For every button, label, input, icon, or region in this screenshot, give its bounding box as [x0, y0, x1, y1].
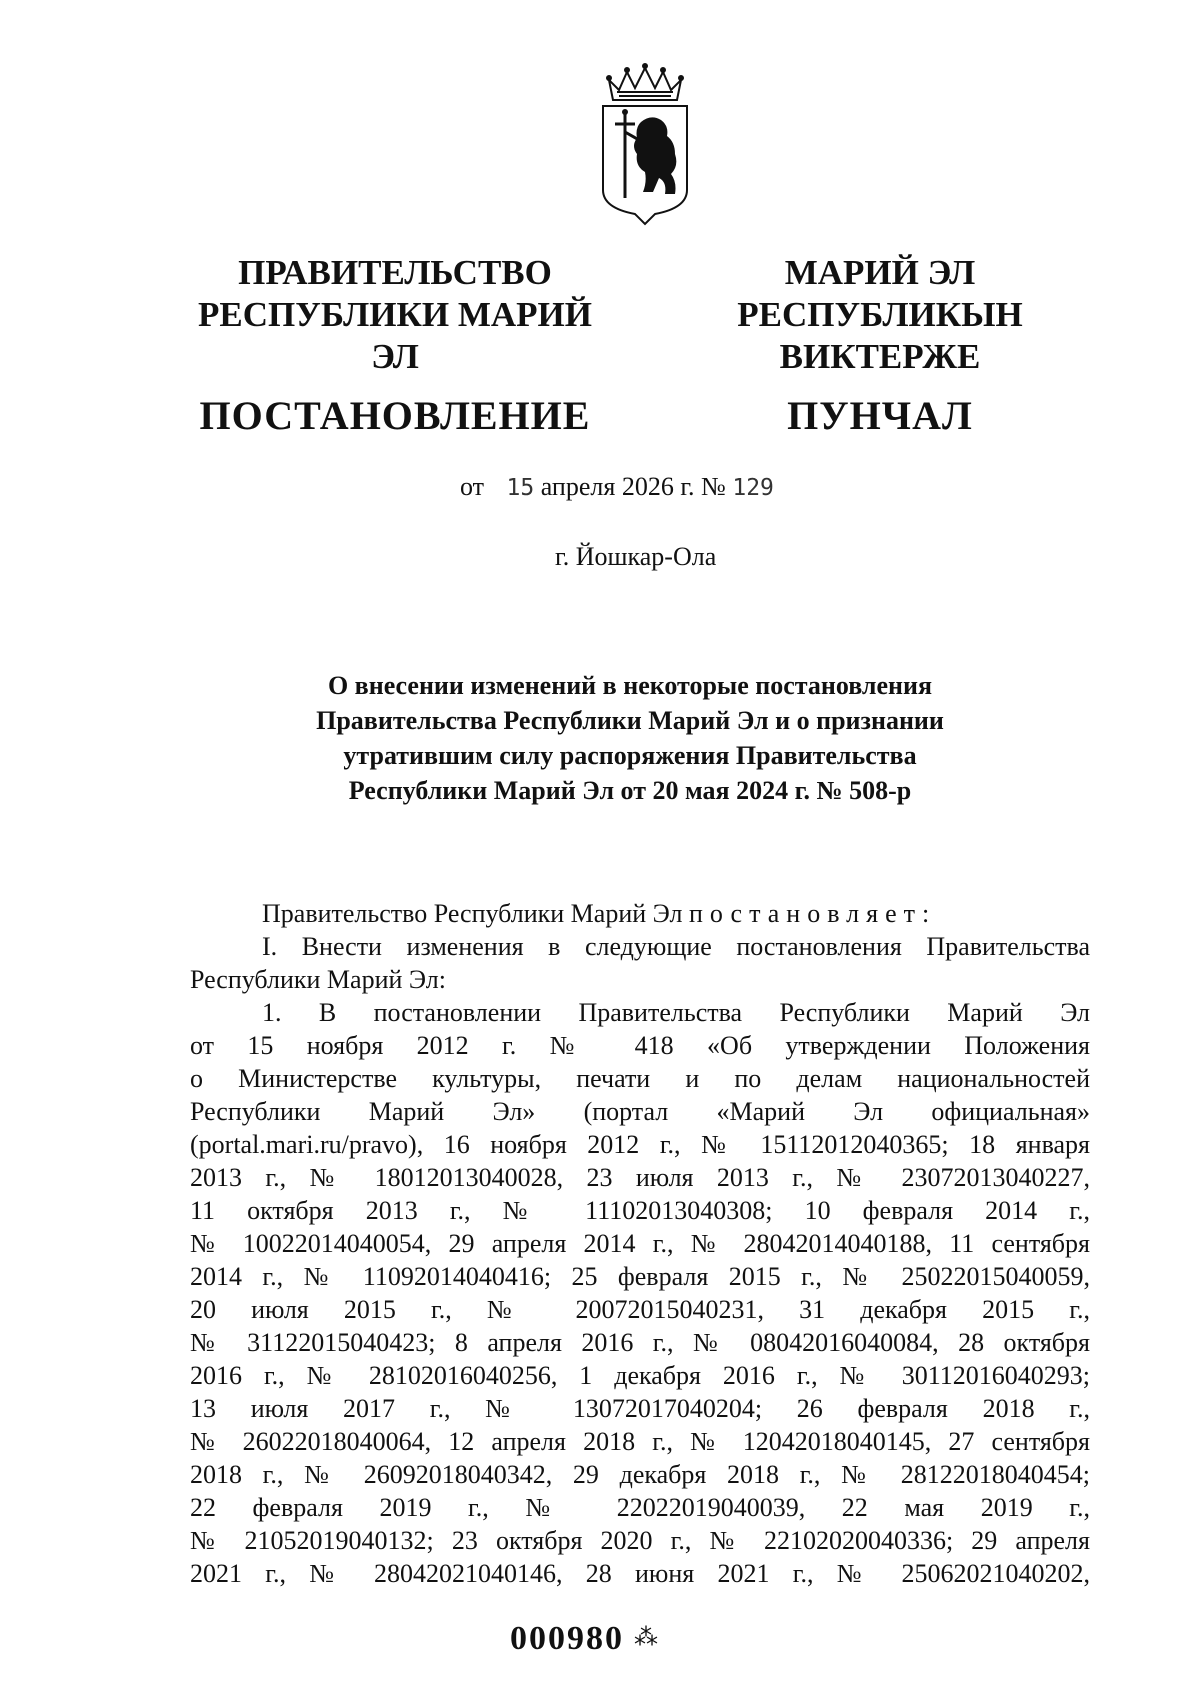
- body-line: 20 июля 2015 г., № 20072015040231, 31 декабря 2015 г.,: [190, 1295, 1090, 1324]
- body-line: о Министерстве культуры, печати и по делам национальностей: [190, 1064, 1090, 1093]
- city-name: г. Йошкар-Ола: [555, 542, 717, 571]
- title-line: Правительства Республики Марий Эл и о признании: [316, 706, 944, 735]
- intro-text: Правительство Республики Марий Эл: [262, 899, 683, 928]
- header-left-line1: ПРАВИТЕЛЬСТВО: [238, 253, 552, 292]
- body-line: (portal.mari.ru/pravo), 16 ноября 2012 г., № 15112012040365; 18 января: [190, 1130, 1090, 1159]
- document-type-mari: ПУНЧАЛ: [787, 393, 973, 438]
- serial-number: 000980: [510, 1620, 624, 1657]
- body-line: 2018 г., № 26092018040342, 29 декабря 2018 г., № 28122018040454;: [190, 1460, 1090, 1489]
- body-line: № 31122015040423; 8 апреля 2016 г., № 08042016040084, 28 октября: [190, 1328, 1090, 1357]
- document-date-line: [460, 470, 774, 505]
- body-line: I. Внести изменения в следующие постановления Правительства: [262, 932, 1090, 961]
- document-type-ru: ПОСТАНОВЛЕНИЕ: [199, 393, 591, 438]
- footer-serial: [510, 1618, 658, 1659]
- mari-el-coat-of-arms-icon: [595, 62, 695, 230]
- body-line: 22 февраля 2019 г., № 22022019040039, 22 мая 2019 г.,: [190, 1493, 1090, 1522]
- body-line: 2016 г., № 28102016040256, 1 декабря 2016 г., № 30112016040293;: [190, 1361, 1090, 1390]
- header-left-block: [195, 252, 595, 440]
- title-line: Республики Марий Эл от 20 мая 2024 г. № 508-р: [348, 776, 912, 805]
- body-line: 2014 г., № 11092014040416; 25 февраля 2015 г., № 25022015040059,: [190, 1262, 1090, 1291]
- intro-decree-word: постановляет:: [688, 899, 937, 928]
- body-line: № 10022014040054, 29 апреля 2014 г., № 28042014040188, 11 сентября: [190, 1229, 1090, 1258]
- date-month-year: апреля 2026 г. №: [540, 472, 726, 501]
- title-line: О внесении изменений в некоторые постановления: [327, 671, 933, 700]
- body-line: 2021 г., № 28042021040146, 28 июня 2021 г., № 25062021040202,: [190, 1559, 1090, 1588]
- body-line: № 21052019040132; 23 октября 2020 г., № 22102020040336; 29 апреля: [190, 1526, 1090, 1555]
- body-line: № 26022018040064, 12 апреля 2018 г., № 12042018040145, 27 сентября: [190, 1427, 1090, 1456]
- date-day: 15: [506, 475, 535, 501]
- star-ornament-icon: ⁂: [634, 1625, 658, 1651]
- header-left-line2: РЕСПУБЛИКИ МАРИЙ ЭЛ: [198, 295, 592, 376]
- body-line: 11 октября 2013 г., № 11102013040308; 10 февраля 2014 г.,: [190, 1196, 1090, 1225]
- document-body: [190, 897, 1090, 1590]
- body-intro: [190, 897, 1090, 930]
- body-line: 13 июля 2017 г., № 13072017040204; 26 февраля 2018 г.,: [190, 1394, 1090, 1423]
- document-number: 129: [732, 475, 774, 501]
- document-title: [260, 668, 1000, 808]
- header-right-line2: ВИКТЕРЖЕ: [779, 337, 981, 376]
- body-line: 1. В постановлении Правительства Республики Марий Эл: [262, 998, 1090, 1027]
- body-line: 2013 г., № 18012013040028, 23 июля 2013 г., № 23072013040227,: [190, 1163, 1090, 1192]
- body-line: Республики Марий Эл» (портал «Марий Эл официальная»: [190, 1097, 1090, 1126]
- header-right-block: [660, 252, 1100, 440]
- date-prefix: от: [460, 472, 485, 501]
- body-line: Республики Марий Эл:: [190, 965, 446, 994]
- title-line: утратившим силу распоряжения Правительства: [343, 741, 917, 770]
- header-right-line1: МАРИЙ ЭЛ РЕСПУБЛИКЫН: [737, 253, 1023, 334]
- body-line: от 15 ноября 2012 г. № 418 «Об утверждении Положения: [190, 1031, 1090, 1060]
